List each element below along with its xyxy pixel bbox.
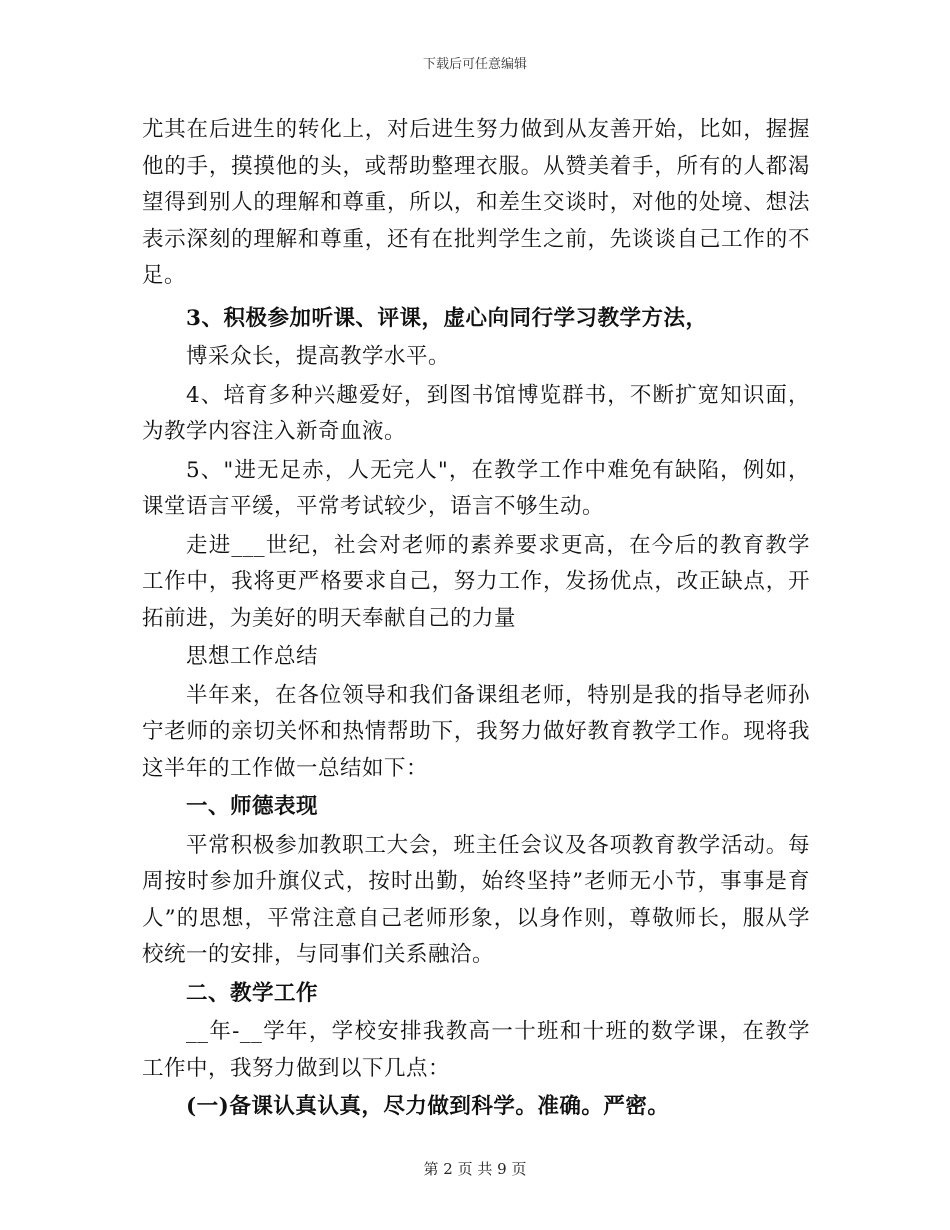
paragraph-new-century: 走进___世纪，社会对老师的素养要求更高，在今后的教育教学工作中，我将更严格要求自己，努力工作，发扬优点，改正缺点，开拓前进，为美好的明天奉献自己的力量 (142, 532, 810, 631)
page-footer: 第 2 页 共 9 页 (423, 1160, 527, 1178)
paragraph-item-4: 4、培育多种兴趣爱好，到图书馆博览群书，不断扩宽知识面，为教学内容注入新奇血液。 (142, 382, 810, 444)
paragraph-ethics: 平常积极参加教职工大会，班主任会议及各项教育教学活动。每周按时参加升旗仪式，按时出勤，始终坚持”老师无小节，事事是育人”的思想，平常注意自己老师形象，以身作则，尊敬师长，服从学校统一的安排，与同事们关系融洽。 (142, 832, 810, 967)
paragraph-item-5: 5、"进无足赤，人无完人"，在教学工作中难免有缺陷，例如，课堂语言平缓，平常考试较少，语言不够生动。 (142, 457, 810, 519)
heading-ethics: 一、师德表现 (186, 794, 319, 819)
paragraph-teaching: __年-__学年，学校安排我教高一十班和十班的数学课，在教学工作中，我努力做到以下几点： (142, 1019, 810, 1081)
page-header: 下载后可任意编辑 (422, 57, 527, 72)
heading-item-3: 3、积极参加听课、评课，虚心向同行学习教学方法， (186, 305, 708, 331)
paragraph-item-3-body: 博采众长，提高教学水平。 (186, 344, 451, 369)
heading-lesson-prep: (一)备课认真认真，尽力做到科学。准确。严密。 (186, 1094, 670, 1119)
document-body (142, 112, 810, 1126)
heading-teaching: 二、教学工作 (186, 980, 319, 1006)
section-title-summary: 思想工作总结 (186, 644, 319, 669)
paragraph-intro: 半年来，在各位领导和我们备课组老师，特别是我的指导老师孙宁老师的亲切关怀和热情帮助下，我努力做好教育教学工作。现将我这半年的工作做一总结如下： (142, 682, 810, 781)
paragraph-underachievers: 尤其在后进生的转化上，对后进生努力做到从友善开始，比如，握握他的手，摸摸他的头，或帮助整理衣服。从赞美着手，所有的人都渴望得到别人的理解和尊重，所以，和差生交谈时，对他的处境、想法表示深刻的理解和尊重，还有在批判学生之前，先谈谈自己工作的不足。 (142, 117, 810, 288)
